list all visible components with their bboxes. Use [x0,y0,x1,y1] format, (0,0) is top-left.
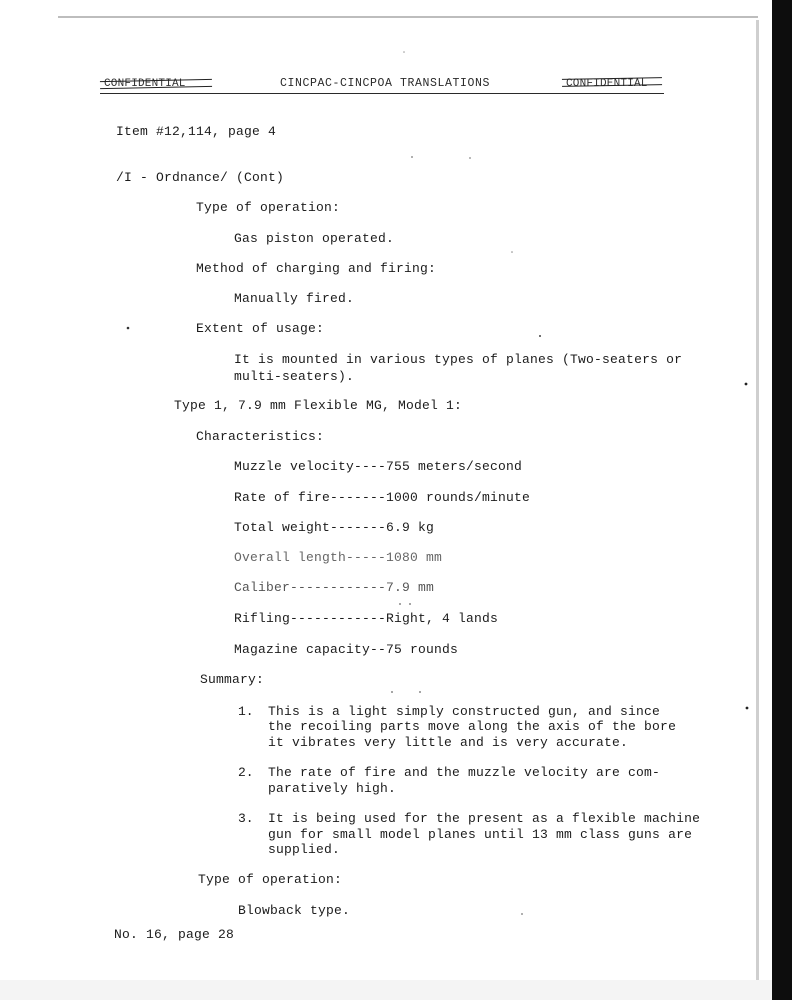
operation-value: Gas piston operated. [234,231,395,246]
spec-magazine-capacity: Magazine capacity--75 rounds [234,642,459,657]
spec-rate-of-fire: Rate of fire-------1000 rounds/minute [234,490,531,505]
usage-text-line: multi-seaters). [234,369,355,384]
summary-item-line: gun for small model planes until 13 mm class guns are [268,827,693,842]
spec-muzzle-velocity: Muzzle velocity----755 meters/second [234,459,523,474]
summary-item-line: supplied. [268,842,341,857]
charging-label: Method of charging and firing: [196,261,437,276]
spec-overall-length: Overall length-----1080 mm [234,550,443,565]
summary-label: Summary: [200,672,265,687]
page-footer: No. 16, page 28 [114,927,235,942]
summary-item-line: The rate of fire and the muzzle velocity are com- [268,765,661,780]
summary-item-line: paratively high. [268,781,397,796]
usage-text-line: It is mounted in various types of planes (Two-seaters or [234,352,683,367]
section-heading: /I - Ordnance/ (Cont) [116,170,285,185]
characteristics-label: Characteristics: [196,429,325,444]
header-classification-right: CONFIDENTIAL [566,78,648,90]
header-title: CINCPAC-CINCPOA TRANSLATIONS [280,77,491,90]
spec-caliber: Caliber------------7.9 mm [234,580,435,595]
weapon-title: Type 1, 7.9 mm Flexible MG, Model 1: [174,398,463,413]
item-reference: Item #12,114, page 4 [116,124,277,139]
summary-item-number: 3. [238,811,254,826]
operation-label: Type of operation: [196,200,341,215]
summary-item-number: 1. [238,704,254,719]
summary-item-line: it vibrates very little and is very accurate. [268,735,629,750]
spec-total-weight: Total weight-------6.9 kg [234,520,435,535]
operation-value: Blowback type. [238,903,351,918]
summary-item-line: the recoiling parts move along the axis of the bore [268,719,677,734]
operation-label: Type of operation: [198,872,343,887]
charging-value: Manually fired. [234,291,355,306]
spec-rifling: Rifling------------Right, 4 lands [234,611,499,626]
usage-label: Extent of usage: [196,321,325,336]
summary-item-line: This is a light simply constructed gun, and since [268,704,661,719]
summary-item-line: It is being used for the present as a flexible machine [268,811,701,826]
summary-item-number: 2. [238,765,254,780]
header-classification-left: CONFIDENTIAL [104,78,186,90]
